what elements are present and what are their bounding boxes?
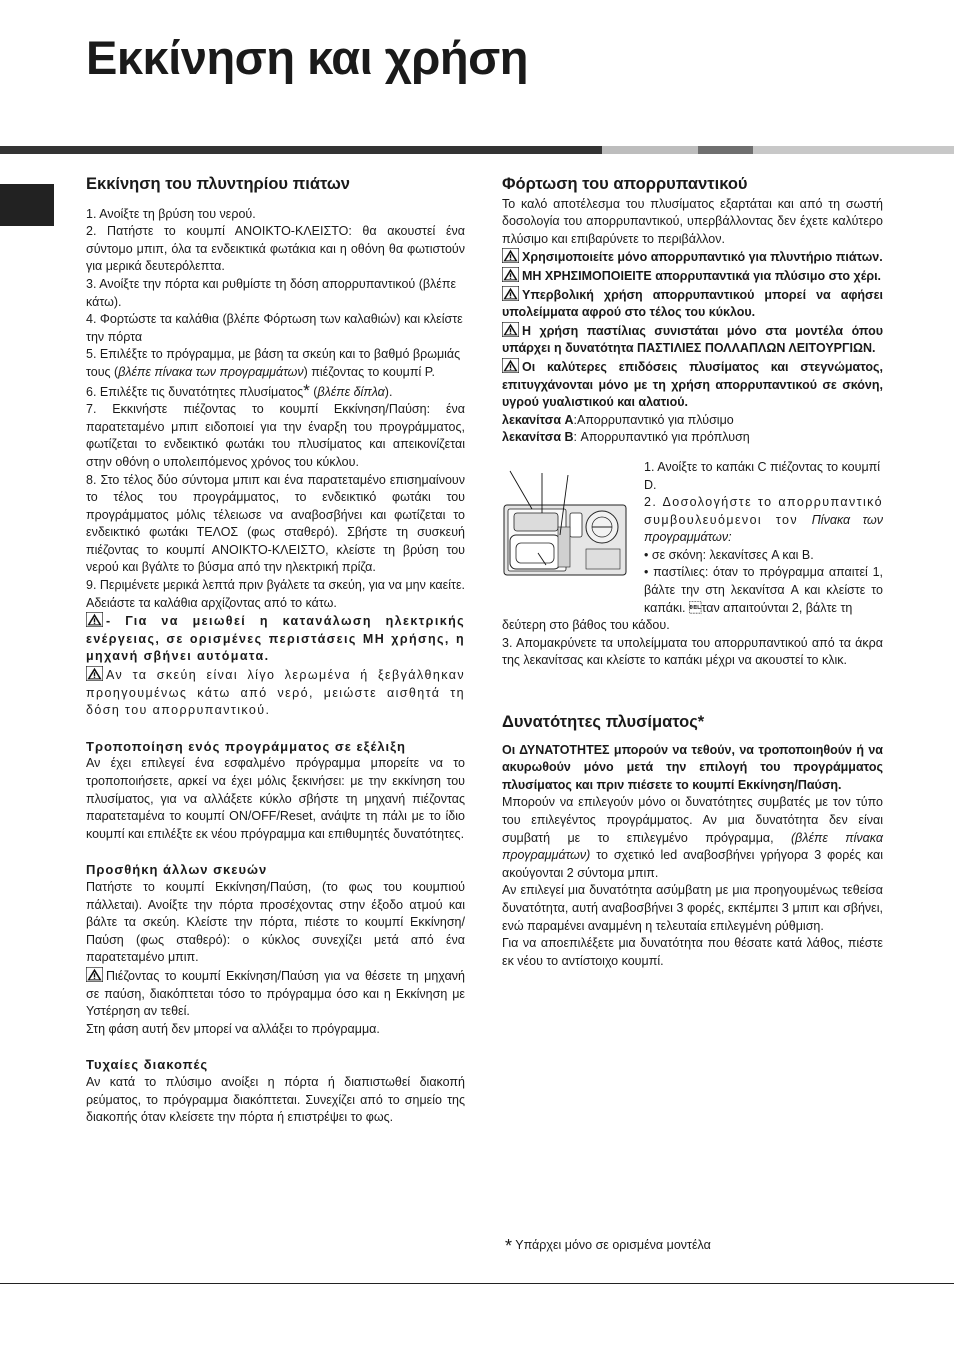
dispense-step-3: 3. Απομακρύνετε τα υπολείμματα του απορρυπαντικού από τα άκρα της λεκανίτσας και κλείστε το καπάκι μέχρι να ακουστεί το κλικ. xyxy=(502,635,883,668)
basin-b: λεκανίτσα B: Απορρυπαντικό για πρόπλυση xyxy=(502,430,750,445)
warning-dishwasher-only: Χρησιμοποιείτε μόνο απορρυπαντικό για πλυντήριο πιάτων. xyxy=(502,248,883,267)
header-bar-light xyxy=(602,146,698,154)
options-rule: Οι ΔΥΝΑΤΟΤΗΤΕΣ μπορούν να τεθούν, να τροποποιηθούν ή να ακυρωθούν μόνο μετά την επιλογή του προγράμματος πλυσίματος και πριν πιέσετε το κουμπί Εκκίνηση/Παύση. xyxy=(502,742,883,792)
warning-icon xyxy=(86,666,103,681)
warning-icon xyxy=(502,286,519,301)
add-heading: Προσθήκη άλλων σκευών xyxy=(86,862,268,878)
left-column xyxy=(86,176,465,1127)
dispense-tablets-cont: δεύτερη στο βάθος του κάδου. xyxy=(502,618,670,633)
section-tab-marker xyxy=(0,184,54,226)
page-title: Εκκίνηση και χρήση xyxy=(86,31,528,84)
warning-pause: Πιέζοντας το κουμπί Εκκίνηση/Παύση για να θέσετε τη μηχανή σε παύση, διακόπτεται τόσο το πρόγραμμα όσο και η Εκκίνηση με Υστέρηση αν τεθεί. xyxy=(86,968,465,1019)
start-heading: Εκκίνηση του πλυντηρίου πιάτων xyxy=(86,175,350,193)
dispense-step-2: 2. Δοσολογήστε το απορρυπαντικό συμβουλευόμενοι τον Πίνακα των προγραμμάτων: xyxy=(644,495,883,545)
warning-icon xyxy=(502,248,519,263)
add-text: Πατήστε το κουμπί Εκκίνηση/Παύση, (το φως του κουμπιού πάλλεται). Ανοίξτε την πόρτα προσέχοντας στην έξοδο ατμού και βάλτε τα σκεύη. Κλείστε την πόρτα, πιέστε το κουμπί Εκκίνηση/ Παύση (φως σταθερό): ο κύκλος συνεχίζει μετά από ένα παρατεταμένο μπιπ. xyxy=(86,879,465,965)
warning-icon xyxy=(86,967,103,982)
warning-icon xyxy=(502,267,519,282)
dispense-step-1: 1. Ανοίξτε το καπάκι C πιέζοντας το κουμπί D. xyxy=(644,459,881,492)
detergent-dispenser-illustration xyxy=(502,465,630,577)
start-step-2: 2. Πατήστε το κουμπί ΑΝΟΙΚΤΟ-ΚΛΕΙΣΤΟ: θα ακουστεί ένα σύντομο μπιπ, όλα τα ενδεικτικά φωτάκια και η οθόνη θα φωτιστούν για μερικά δευτερόλεπτα. xyxy=(86,224,465,274)
start-step-6: 6. Επιλέξτε τις δυνατότητες πλυσίματος* (βλέπε δίπλα). xyxy=(86,380,393,400)
warning-no-handwash: ΜΗ ΧΡΗΣΙΜΟΠΟΙΕΙΤΕ απορρυπαντικά για πλύσιμο στο χέρι. xyxy=(502,267,883,286)
warning-dose: Αν τα σκεύη είναι λίγο λερωμένα ή ξεβγάλθηκαν προηγουμένως κάτω από νερό, μειώστε αισθητά τη δόση του απορρυπαντικού. xyxy=(86,668,465,718)
warning-best-results: Οι καλύτερες επιδόσεις πλυσίματος και στεγνώματος, επιτυγχάνονται μόνο με τη χρήση απορρυπαντικού σε σκόνη, υγρού γυαλιστικού και αλατιού. xyxy=(502,359,883,410)
right-column xyxy=(502,176,883,970)
interrupt-text: Αν κατά το πλύσιμο ανοίξει η πόρτα ή διαπιστωθεί διακοπή ρεύματος, το πρόγραμμα διακόπτεται. Συνεχίζει από το σημείο της διακοπής όταν κλείσετε την πόρτα ή επιστρέψει το φως. xyxy=(86,1074,465,1125)
header-bar-light-end xyxy=(753,146,954,154)
interrupt-heading: Τυχαίες διακοπές xyxy=(86,1057,209,1073)
footnote: * Υπάρχει μόνο σε ορισμένα μοντέλα xyxy=(505,1236,711,1256)
options-heading: Δυνατότητες πλυσίματος* xyxy=(502,713,705,732)
options-incompatible: Αν επιλεγεί μια δυνατότητα ασύμβατη με μια προηγουμένως τεθείσα δυνατότητα, αυτή αναβοσβήνει 3 φορές, εκπέμπει 3 μπιπ και σβήνει, ενώ παραμένει αναμμένη η τελευταία επιλεγμένη ρύθμιση. xyxy=(502,883,883,933)
start-step-5: 5. Επιλέξτε το πρόγραμμα, με βάση τα σκεύη και το βαθμό βρωμιάς τους (βλέπε πίνακα των προγραμμάτων) πιέζοντας το κουμπί P. xyxy=(86,347,461,379)
start-step-9: 9. Περιμένετε μερικά λεπτά πριν βγάλετε τα σκεύη, για να μην καείτε. Αδειάστε τα καλάθια αρχίζοντας από το κάτω. xyxy=(86,578,465,610)
detergent-intro: Το καλό αποτέλεσμα του πλυσίματος εξαρτάται και από τη σωστή δοσολογία του απορρυπαντικού, υπερβάλλοντας δεν έχετε καλύτερο πλύσιμο και επιβαρύνετε το περιβάλλον. xyxy=(502,196,883,246)
start-step-3: 3. Ανοίξτε την πόρτα και ρυθμίστε τη δόση απορρυπαντικού (βλέπε κάτω). xyxy=(86,276,457,309)
start-step-8: 8. Στο τέλος δύο σύντομα μπιπ και ένα παρατεταμένο επισημαίνουν το τέλος του προγράμματος, το ενδεικτικό φωτάκι του προγράμματος μόλις τέλειωσε να αναβοσβήνει και φωτίζεται το ενδεικτικό φωτάκι ΤΕΛΟΣ (φως σταθερό). Σβήστε τη συσκευή πιέζοντας το κουμπί ΑΝΟΙΚΤΟ-ΚΛΕΙΣΤΟ, κλείστε τη βρύση του νερού και βγάλτε το βύσμα από την ηλεκτρική πρίζα. xyxy=(86,472,465,575)
footer-rule xyxy=(0,1283,954,1284)
options-compatible: Μπορούν να επιλεγούν μόνο οι δυνατότητες συμβατές με τον τύπο του επιλεγέντος προγράμματος. Αν μια δυνατότητα δεν είναι συμβατή με το επιλεγμένο πρόγραμμα, (βλέπε πίνακα προγραμμάτων) το σχετικό led αναβοσβήνει γρήγορα 3 φορές και ακούγονται 2 σύντομα μπιπ. xyxy=(502,795,884,880)
warning-icon xyxy=(502,322,519,337)
dispense-powder: • σε σκόνη: λεκανίτσες A και B. xyxy=(644,547,814,562)
header-bar-mid xyxy=(698,146,753,154)
modify-heading: Τροποποίηση ενός προγράμματος σε εξέλιξη xyxy=(86,738,406,754)
basin-a: λεκανίτσα A:Απορρυπαντικό για πλύσιμο xyxy=(502,412,734,427)
options-deselect: Για να αποεπιλέξετε μια δυνατότητα που θέσατε κατά λάθος, πιέστε εκ νέου το αντίστοιχο κουμπί. xyxy=(502,936,883,968)
warning-tablets: Η χρήση παστίλιας συνιστάται μόνο στα μοντέλα όπου υπάρχει η δυνατότητα ΠΑΣΤΙΛΙΕΣ ΠΟΛΛΑΠΛΩΝ ΛΕΙΤΟΥΡΓΙΩΝ. xyxy=(502,323,883,356)
start-step-1: 1. Ανοίξτε τη βρύση του νερού. xyxy=(86,206,256,221)
modify-text: Αν έχει επιλεγεί ένα εσφαλμένο πρόγραμμα μπορείτε να το τροποποιήσετε, αρκεί να έχει μόλις ξεκινήσει: με την εκκίνηση του πλυσίματος, για να αλλάξετε κύκλο σβήστε τη μηχανή πιέζοντας παρατεταμένα το κουμπί ON/OFF/Reset, ανάψτε τη πάλι με το ίδιο κουμπί και επιλέξτε εκ νέου πρόγραμμα και επιθυμητές δυνατότητες. xyxy=(86,756,465,841)
detergent-heading: Φόρτωση του απορρυπαντικού xyxy=(502,175,748,193)
warning-icon xyxy=(502,358,519,373)
dispense-tablets: • παστίλιες: όταν το πρόγραμμα απαιτεί 1, βάλτε την στη λεκανίτσα A και κλείστε το καπάκι. ταν απαιτούνται 2, βάλτε τη xyxy=(644,565,883,615)
warning-energy: - Για να μειωθεί η κατανάλωση ηλεκτρικής ενέργειας, σε ορισμένες περιστάσεις ΜΗ χρήσης, η μηχανή σβήνει αυτόματα. xyxy=(86,614,465,664)
add-note: Στη φάση αυτή δεν μπορεί να αλλάξει το πρόγραμμα. xyxy=(86,1021,380,1036)
start-step-7: 7. Εκκινήστε πιέζοντας το κουμπί Εκκίνηση/Παύση: ένα παρατεταμένο μπιπ ειδοποιεί για την έναρξη του προγράμματος, φωτίζεται το ενδεικτικό φωτάκι του πλυσίματος και απεικονίζεται στην οθόνη ο υπολειπόμενος χρόνος του κύκλου. xyxy=(86,402,465,469)
warning-icon xyxy=(86,612,103,627)
start-step-4: 4. Φορτώστε τα καλάθια (βλέπε Φόρτωση των καλαθιών) και κλείστε την πόρτα xyxy=(86,312,463,344)
warning-excess: Υπερβολική χρήση απορρυπαντικού μπορεί να αφήσει υπολείμματα αφρού στο τέλος του κύκλου. xyxy=(502,287,883,320)
header-bar-dark xyxy=(0,146,602,154)
